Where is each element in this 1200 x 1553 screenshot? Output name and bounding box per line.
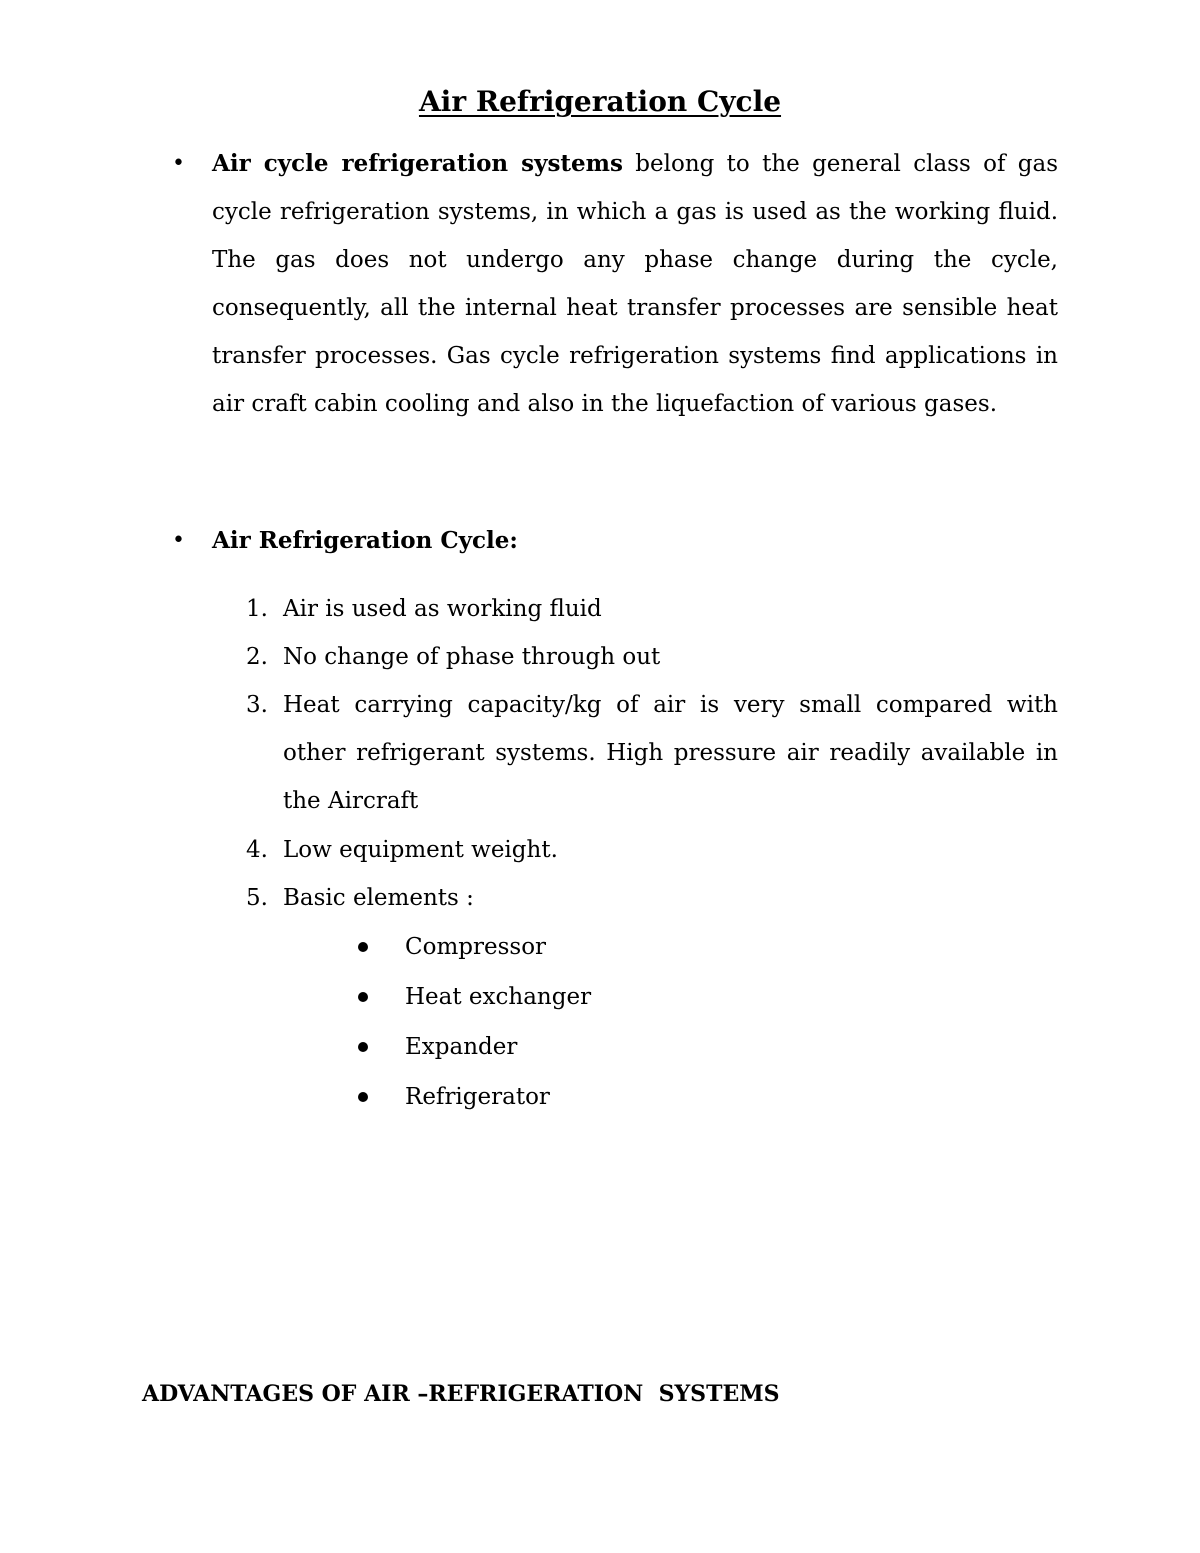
bullet-icon: • — [172, 528, 185, 553]
item-text: Basic elements : — [283, 885, 474, 911]
intro-bold-lead: Air cycle refrigeration systems — [212, 150, 623, 177]
bullet-icon: • — [172, 151, 185, 176]
item-number: 2. — [246, 644, 268, 670]
item-number: 4. — [246, 837, 268, 863]
bullet-dot-icon — [358, 992, 368, 1002]
sub-item-text: Compressor — [405, 934, 547, 960]
item-number: 3. — [246, 692, 268, 718]
item-number: 5. — [246, 885, 268, 911]
page-title: Air Refrigeration Cycle — [418, 85, 782, 118]
bullet-dot-icon — [358, 1092, 368, 1102]
intro-text: belong to the general class of gas cycle refrigeration systems, in which a gas is used as the working fluid. The gas does not undergo any phase change during the cycle, consequently, all the internal heat transfer processes are sensible heat transfer processes. Gas cycle refrigeration systems find applications in air craft cabin cooling and also in the liquefaction of various gases. — [212, 151, 1059, 417]
bullet-dot-icon — [358, 942, 368, 952]
sub-item-text: Expander — [405, 1034, 518, 1060]
sub-item-text: Heat exchanger — [405, 984, 592, 1010]
intro-paragraph — [212, 140, 1058, 428]
bullet-dot-icon — [358, 1042, 368, 1052]
item-text: Air is used as working fluid — [283, 596, 602, 622]
section-heading: Air Refrigeration Cycle: — [212, 527, 518, 554]
advantages-heading: ADVANTAGES OF AIR –REFRIGERATION SYSTEMS — [142, 1381, 780, 1407]
sub-item-text: Refrigerator — [405, 1084, 550, 1110]
item-number: 1. — [246, 596, 268, 622]
item-text: No change of phase through out — [283, 644, 661, 670]
item-text: Heat carrying capacity/kg of air is very small compared with other refrigerant systems. High pressure air readily available in the Aircraft — [283, 692, 1058, 814]
item-text: Low equipment weight. — [283, 837, 558, 863]
